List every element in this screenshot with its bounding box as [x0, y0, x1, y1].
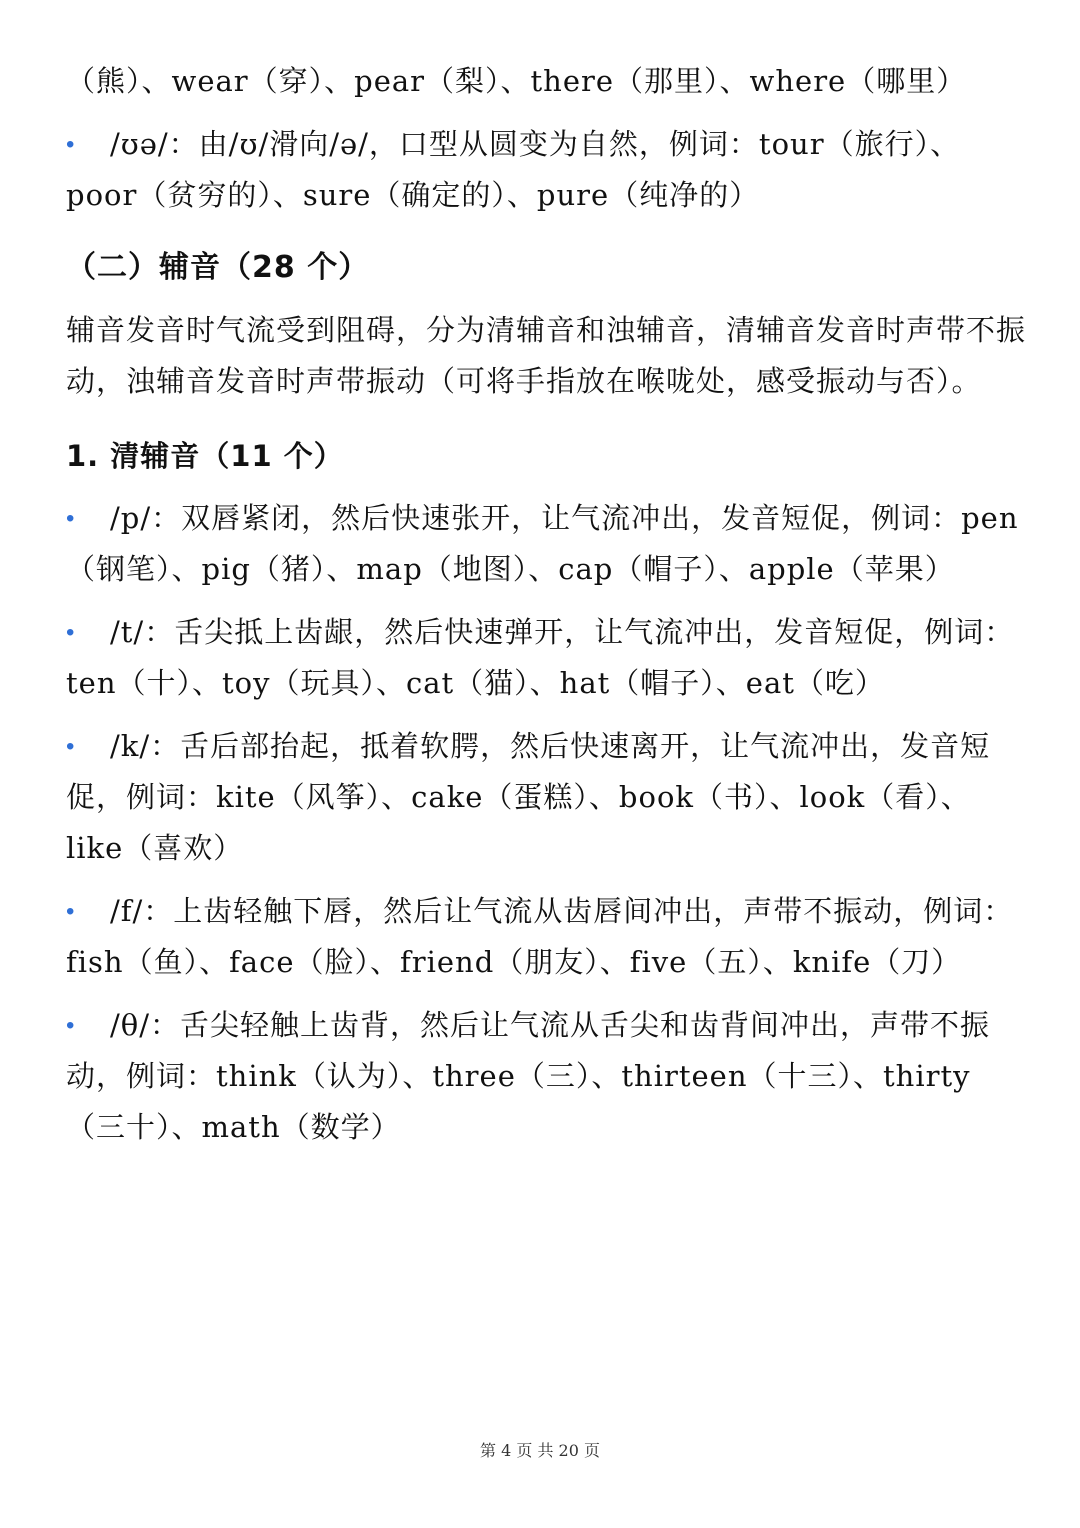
bullet-dot-icon: • [66, 898, 76, 925]
section-heading-consonants: （二）辅音（28 个） [66, 250, 370, 285]
bullet-dot-icon: • [66, 733, 76, 760]
bullet-dot-icon: • [66, 131, 76, 158]
page-number-footer: 第 4 页 共 20 页 [480, 1441, 600, 1460]
bullet-item-theta [66, 1000, 1026, 1153]
bullet-dot-icon: • [66, 619, 76, 646]
bullet-text: /t/：舌尖抵上齿龈，然后快速弹开，让气流冲出，发音短促，例词：ten（十）、toy（玩具）、cat（猫）、hat（帽子）、eat（吃） [66, 615, 1015, 700]
bullet-text: /f/：上齿轻触下唇，然后让气流从齿唇间冲出，声带不振动，例词：fish（鱼）、face（脸）、friend（朋友）、five（五）、knife（刀） [66, 894, 1014, 979]
bullet-item-p [66, 493, 1026, 595]
paragraph-vowel-continuation: （熊）、wear（穿）、pear（梨）、there（那里）、where（哪里） [66, 64, 967, 98]
bullet-text: /k/：舌后部抬起，抵着软腭，然后快速离开，让气流冲出，发音短促，例词：kite（风筝）、cake（蛋糕）、book（书）、look（看）、like（喜欢） [66, 729, 991, 865]
subsection-heading-voiceless: 1. 清辅音（11 个） [66, 439, 344, 473]
bullet-item-f [66, 886, 1026, 988]
paragraph-consonants-intro: 辅音发音时气流受到阻碍，分为清辅音和浊辅音，清辅音发音时声带不振动，浊辅音发音时声带振动（可将手指放在喉咙处，感受振动与否）。 [66, 313, 1027, 398]
bullet-dot-icon: • [66, 1012, 76, 1039]
document-page [66, 56, 1026, 1153]
bullet-text: /p/：双唇紧闭，然后快速张开，让气流冲出，发音短促，例词：pen（钢笔）、pig（猪）、map（地图）、cap（帽子）、apple（苹果） [66, 501, 1019, 586]
bullet-item-k [66, 721, 1026, 874]
bullet-item-t [66, 607, 1026, 709]
bullet-dot-icon: • [66, 505, 76, 532]
bullet-item-ua [66, 119, 1026, 221]
bullet-text: /θ/：舌尖轻触上齿背，然后让气流从舌尖和齿背间冲出，声带不振动，例词：think（认为）、three（三）、thirteen（十三）、thirty（三十）、math（数学） [66, 1008, 991, 1144]
bullet-text: /ʊə/：由/ʊ/滑向/ə/，口型从圆变为自然，例词：tour（旅行）、poor（贫穷的）、sure（确定的）、pure（纯净的） [66, 127, 961, 212]
